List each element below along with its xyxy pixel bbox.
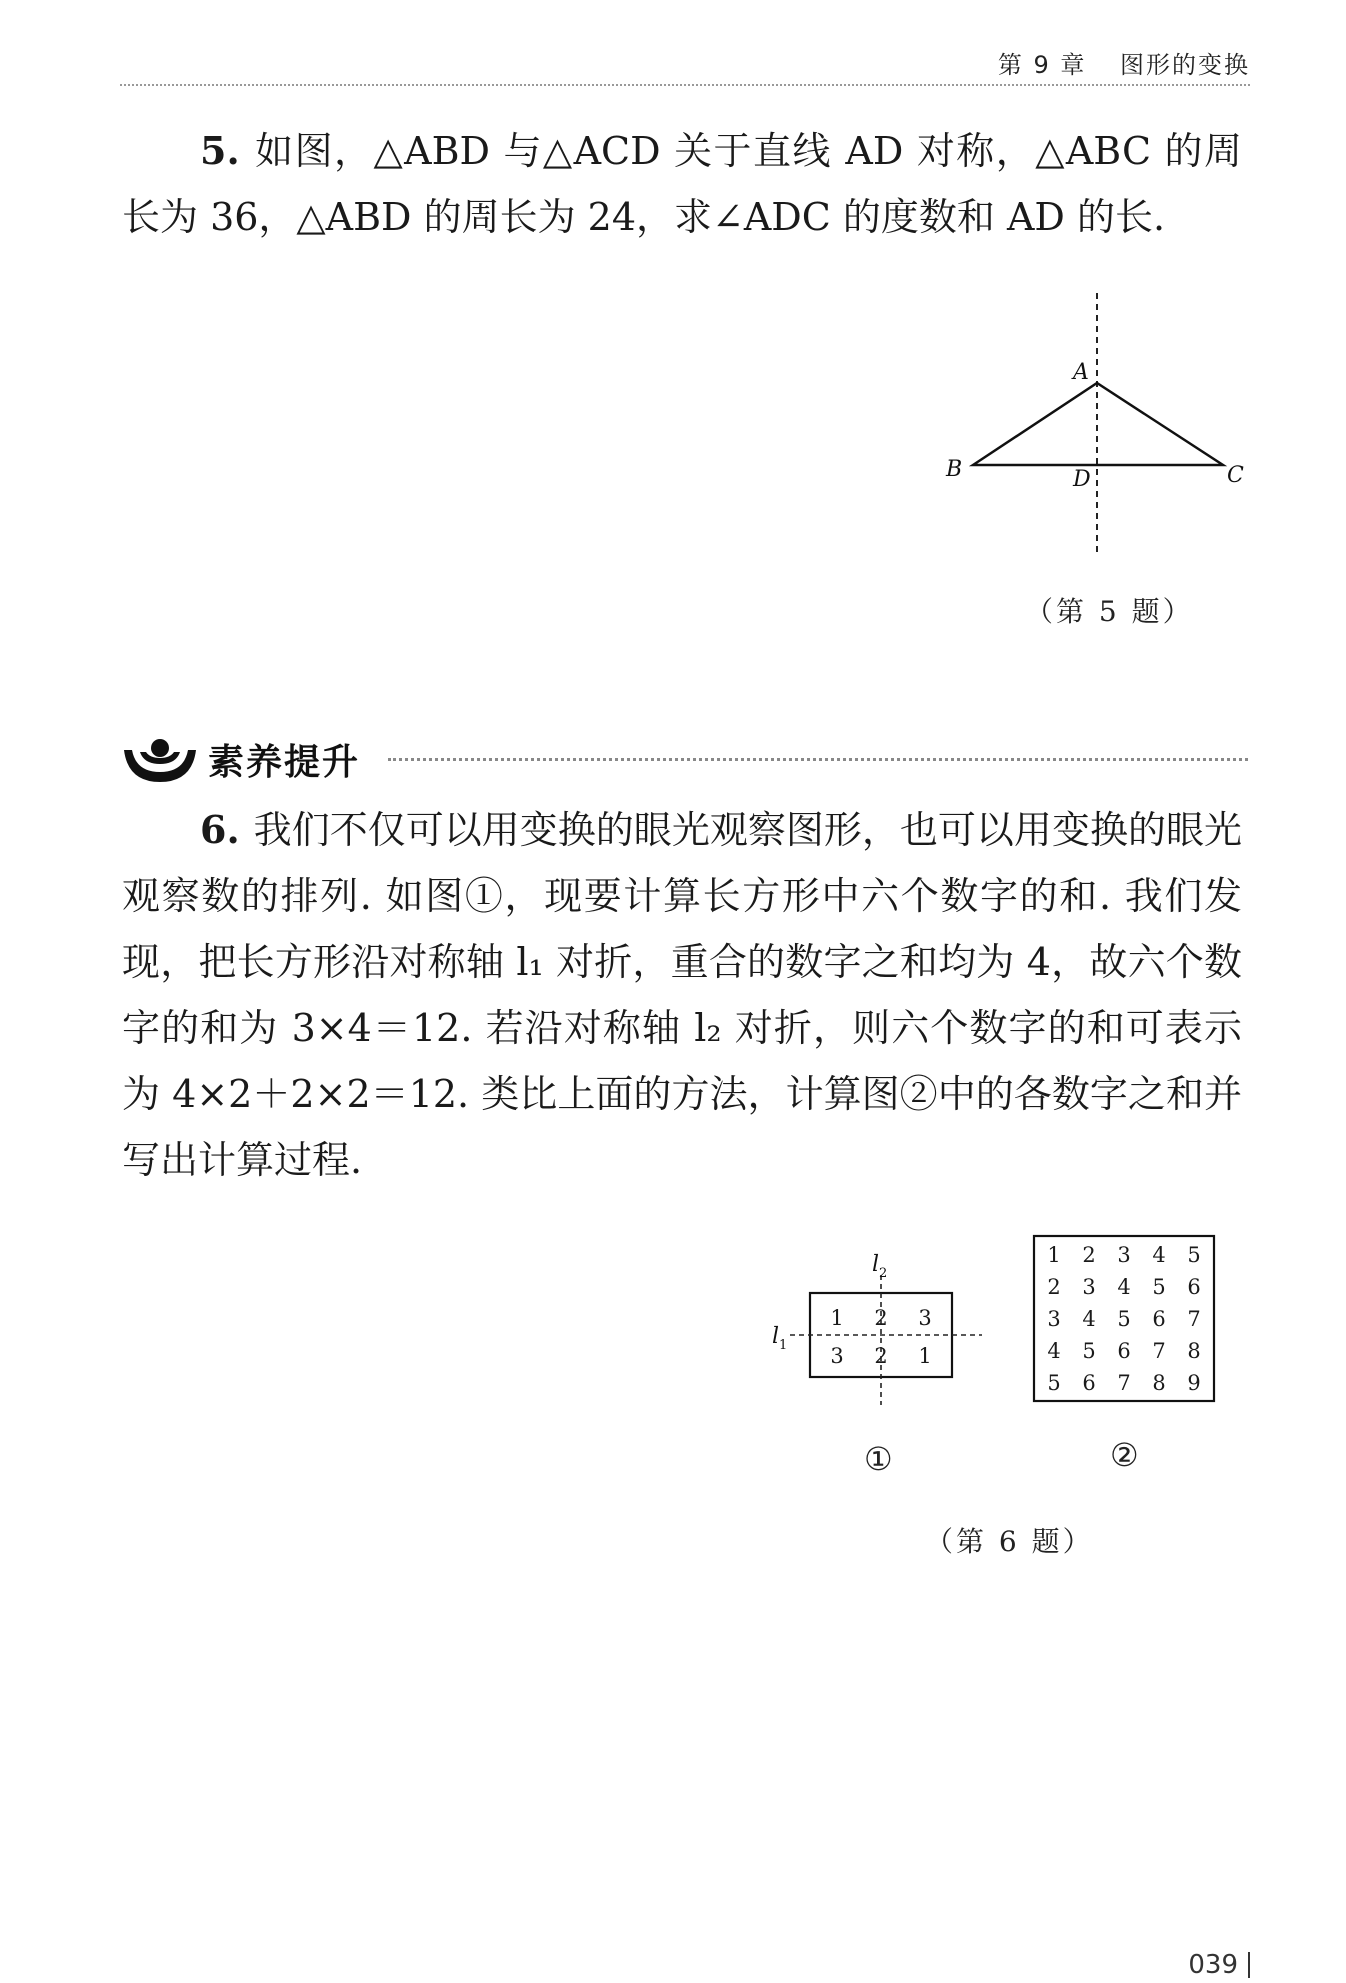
question-5-number: 5.: [200, 128, 240, 173]
fig2-cell-r1-c2: 2: [1082, 1243, 1096, 1267]
figure-6-2-label: ②: [1110, 1436, 1139, 1474]
fig2-cell-r2-c5: 6: [1187, 1275, 1201, 1299]
header-divider: [120, 84, 1250, 86]
figure-6-1-label: ①: [864, 1440, 893, 1478]
page-number: 039: [1188, 1952, 1250, 1978]
fig2-cell-r3-c2: 4: [1082, 1307, 1096, 1331]
fig2-cell-r5-c3: 7: [1117, 1371, 1131, 1395]
fig1-cell-r2-c2: 2: [874, 1344, 888, 1368]
section-title: 素养提升: [208, 742, 361, 783]
fig2-cell-r1-c1: 1: [1047, 1243, 1061, 1267]
label-b: B: [946, 457, 963, 482]
label-d: D: [1073, 467, 1091, 492]
fig2-cell-r5-c1: 5: [1047, 1371, 1061, 1395]
fig1-cell-r1-c2: 2: [874, 1306, 888, 1330]
question-6-number: 6.: [200, 807, 240, 852]
running-header: [998, 45, 1250, 80]
fig2-cell-r1-c3: 3: [1117, 1243, 1131, 1267]
fig2-cell-r4-c4: 7: [1152, 1339, 1166, 1363]
fig2-cell-r5-c4: 8: [1152, 1371, 1166, 1395]
question-5: [122, 118, 1242, 250]
fig1-cells: [830, 1306, 931, 1368]
fig2-cell-r3-c1: 3: [1047, 1307, 1061, 1331]
fig2-cell-r3-c4: 6: [1152, 1307, 1166, 1331]
figure-5-caption: （第 5 题）: [1025, 595, 1194, 628]
fig1-cell-r2-c3: 1: [918, 1344, 932, 1368]
fig1-cell-r1-c1: 1: [830, 1306, 844, 1330]
figure-6-caption: （第 6 题）: [925, 1525, 1094, 1558]
question-6: [122, 797, 1242, 1193]
question-5-text: 如图，△ABD 与△ACD 关于直线 AD 对称，△ABC 的周长为 36，△ABD 的周长为 24，求∠ADC 的度数和 AD 的长.: [122, 129, 1242, 239]
fig2-cell-r1-c5: 5: [1187, 1243, 1201, 1267]
fig2-cell-r2-c2: 3: [1082, 1275, 1096, 1299]
figure-6-2: [1030, 1232, 1220, 1407]
label-a: A: [1073, 360, 1089, 385]
fig2-cell-r4-c2: 5: [1082, 1339, 1096, 1363]
fig2-cell-r5-c2: 6: [1082, 1371, 1096, 1395]
section-dotted-rule: [388, 758, 1248, 761]
fig2-cell-r2-c1: 2: [1047, 1275, 1061, 1299]
fig1-cell-r2-c1: 3: [830, 1344, 844, 1368]
fig1-cell-r1-c3: 3: [918, 1306, 932, 1330]
l2-label: $l_2$: [872, 1252, 888, 1281]
fig2-cell-r4-c1: 4: [1047, 1339, 1061, 1363]
fig2-cell-r3-c3: 5: [1117, 1307, 1131, 1331]
fig2-cell-r2-c4: 5: [1152, 1275, 1166, 1299]
section-ear-icon: [118, 732, 198, 788]
section-header: [118, 730, 1248, 790]
fig2-cell-r1-c4: 4: [1152, 1243, 1166, 1267]
chapter-title: 图形的变换: [1120, 51, 1250, 79]
figure-6-1: [770, 1245, 990, 1420]
l1-label: $l_1$: [772, 1324, 788, 1353]
fig2-cell-r3-c5: 7: [1187, 1307, 1201, 1331]
fig2-cell-r2-c3: 4: [1117, 1275, 1131, 1299]
chapter-label: 第 9 章: [997, 51, 1087, 79]
figure-5-triangle: [940, 285, 1260, 565]
label-c: C: [1227, 463, 1244, 488]
fig2-cell-r4-c5: 8: [1187, 1339, 1201, 1363]
question-6-text: 我们不仅可以用变换的眼光观察图形，也可以用变换的眼光观察数的排列. 如图①，现要计算长方形中六个数字的和. 我们发现，把长方形沿对称轴 l₁ 对折，重合的数字之和均为 4，故六个数字的和为 3×4＝12. 若沿对称轴 l₂ 对折，则六个数字的和可表示为 4×2＋2×2＝12. 类比上面的方法，计算图②中的各数字之和并写出计算过程.: [122, 808, 1242, 1182]
fig2-cell-r4-c3: 6: [1117, 1339, 1131, 1363]
fig2-cell-r5-c5: 9: [1187, 1371, 1201, 1395]
fig2-cells: [1047, 1243, 1200, 1395]
